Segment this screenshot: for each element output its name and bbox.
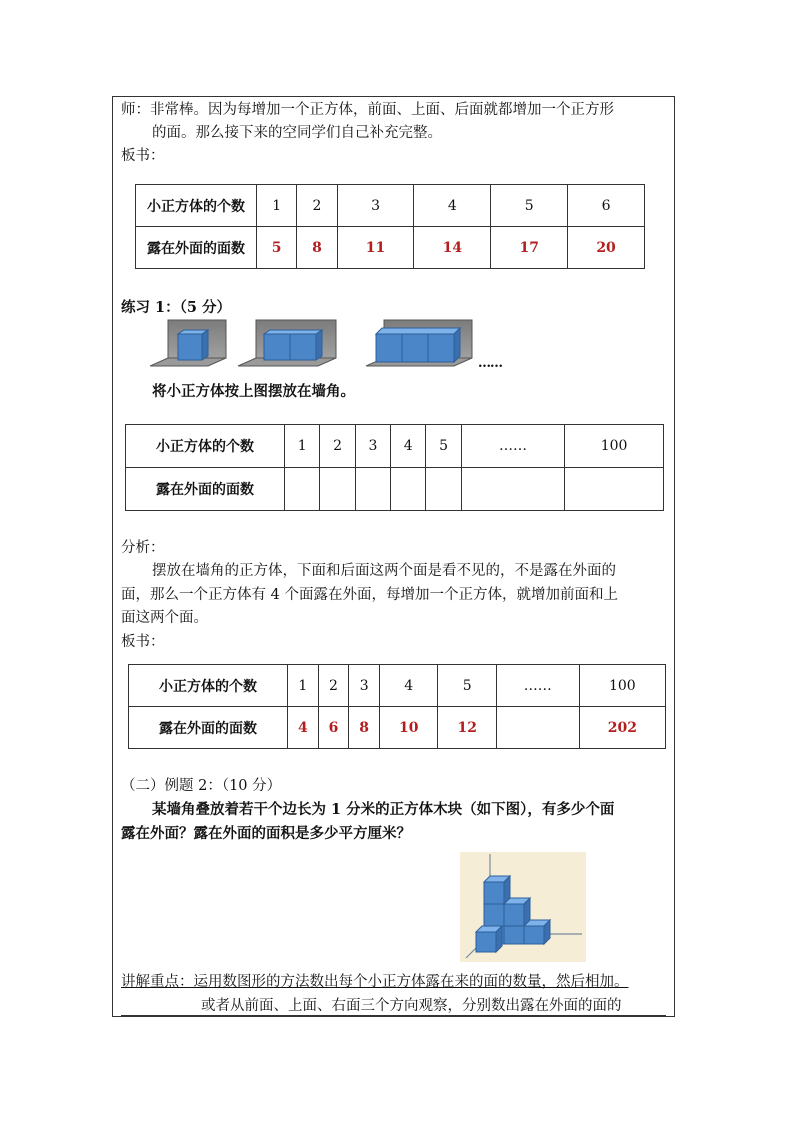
table3-count-cell: 1 [288,665,319,707]
table1-face-cell: 14 [414,227,491,269]
table3-face-cell: 6 [318,707,349,749]
exercise1-title: 练习 1：（5 分） [121,299,232,316]
table3-face-cell: 4 [288,707,319,749]
table2-header-faces: 露在外面的面数 [126,468,285,511]
corner-three-cubes [366,320,472,366]
stacked-cubes-corner-figure [460,852,586,962]
table1-count-cell: 5 [491,185,568,227]
table2-face-cell [426,468,461,511]
table1-face-cell: 17 [491,227,568,269]
board-label-2: 板书： [121,634,165,650]
teacher-line-2: 的面。那么接下来的空同学们自己补充完整。 [152,125,442,141]
table2-count-cell: 2 [320,425,355,468]
table-cube-faces-2 [125,424,664,511]
table2-count-cell: 3 [355,425,390,468]
table3-count-cell: 5 [438,665,496,707]
table1-header-count: 小正方体的个数 [136,185,257,227]
table2-face-cell [320,468,355,511]
example2-title: （二）例题 2：（10 分） [121,778,282,794]
table2-count-cell: 1 [285,425,320,468]
underline-rule [121,1015,666,1016]
table3-header-faces: 露在外面的面数 [129,707,288,749]
teacher-line-1: 师：非常棒。因为每增加一个正方体，前面、上面、后面就都增加一个正方形 [121,102,614,118]
table3-count-cell: 4 [380,665,438,707]
table1-count-cell: 3 [337,185,414,227]
table1-face-cell: 5 [257,227,297,269]
corner-two-cubes [238,320,336,366]
table3-count-cell: 2 [318,665,349,707]
table3-face-cell: 10 [380,707,438,749]
table2-face-cell [565,468,664,511]
table-cube-faces-1 [135,184,645,269]
table2-count-cell: 4 [391,425,426,468]
explain-line-2: 或者从前面、上面、右面三个方向观察，分别数出露在外面的面的 [201,998,622,1014]
table3-count-cell: 100 [579,665,665,707]
table3-count-cell: 3 [349,665,380,707]
analysis-label: 分析： [121,540,165,556]
table-cube-faces-3 [128,664,666,749]
table1-count-cell: 2 [297,185,337,227]
example2-line-1: 某墙角叠放着若干个边长为 1 分米的正方体木块（如下图），有多少个面 [152,801,615,818]
table3-face-cell: 202 [579,707,665,749]
table3-header-count: 小正方体的个数 [129,665,288,707]
table2-face-cell [285,468,320,511]
analysis-line-3: 面这两个面。 [121,610,208,626]
table2-header-count: 小正方体的个数 [126,425,285,468]
exercise1-caption: 将小正方体按上图摆放在墙角。 [152,383,355,400]
cubes-in-corner-figure [150,318,480,370]
table1-face-cell: 20 [568,227,645,269]
table2-count-cell: 100 [565,425,664,468]
table2-count-cell: …… [461,425,564,468]
example2-line-2: 露在外面？露在外面的面积是多少平方厘米？ [121,825,411,842]
table2-face-cell [391,468,426,511]
explain-line-1: 讲解重点：运用数图形的方法数出每个小正方体露在来的面的数量，然后相加。 [121,974,629,990]
board-label-1: 板书： [121,148,165,164]
table1-header-faces: 露在外面的面数 [136,227,257,269]
table2-count-cell: 5 [426,425,461,468]
table3-face-cell: 8 [349,707,380,749]
table1-count-cell: 6 [568,185,645,227]
table1-face-cell: 11 [337,227,414,269]
table3-count-cell: …… [496,665,579,707]
table1-count-cell: 1 [257,185,297,227]
table1-count-cell: 4 [414,185,491,227]
table2-face-cell [355,468,390,511]
table1-face-cell: 8 [297,227,337,269]
table2-face-cell [461,468,564,511]
table3-face-cell [496,707,579,749]
table3-face-cell: 12 [438,707,496,749]
corner-one-cube [150,320,226,366]
analysis-line-1: 摆放在墙角的正方体，下面和后面这两个面是看不见的，不是露在外面的 [152,563,616,579]
analysis-line-2: 面，那么一个正方体有 4 个面露在外面，每增加一个正方体，就增加前面和上 [121,587,618,603]
figure-ellipsis: …… [478,356,502,371]
